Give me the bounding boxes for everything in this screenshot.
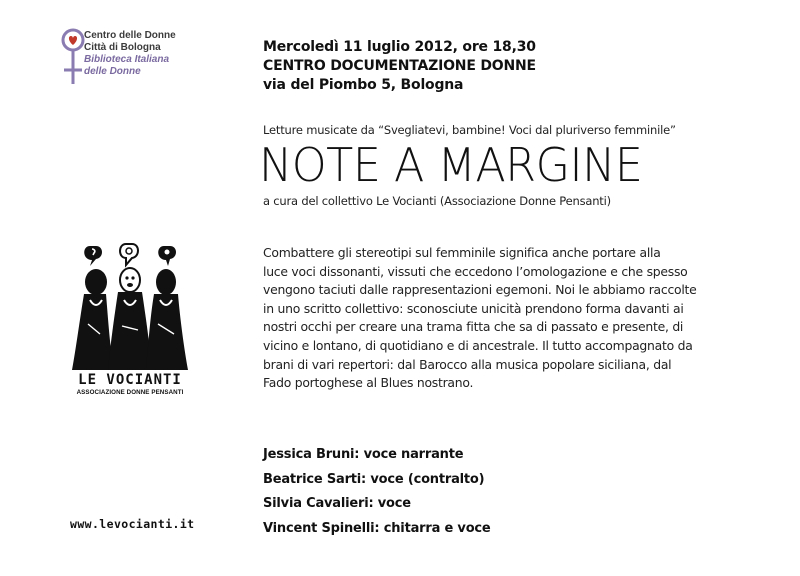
cdd-line-4: delle Donne [84, 66, 141, 77]
centro-donne-text [84, 30, 176, 78]
performer-item: Beatrice Sarti: voce (contralto) [263, 471, 485, 487]
performers-list [263, 443, 491, 541]
description-line: vengono taciuti dalle rappresentazioni egemoni. Noi le abbiamo raccolte [263, 282, 697, 298]
cdd-line-2: Città di Bologna [84, 42, 161, 53]
event-title: NOTE A MARGINE [259, 138, 643, 192]
description-line: in uno scritto collettivo: sconosciute unicità prendono forma davanti ai [263, 300, 684, 316]
venus-heart-icon [60, 26, 86, 88]
description-line: brani di vari repertori: dal Barocco alla musica popolare siciliana, dal [263, 356, 672, 372]
description-line: Fado portoghese al Blues nostrano. [263, 375, 474, 391]
performer-item: Silvia Cavalieri: voce [263, 496, 411, 511]
description-line: vicino e lontano, di quotidiano e di ancestrale. Il tutto accompagnato da [263, 337, 693, 353]
three-women-illustration-icon [70, 238, 190, 372]
event-curator: a cura del collettivo Le Vocianti (Associazione Donne Pensanti) [263, 194, 611, 208]
event-venue: CENTRO DOCUMENTAZIONE DONNE [263, 58, 536, 74]
le-vocianti-name: LE VOCIANTI [78, 372, 182, 388]
website-link[interactable]: www.levocianti.it [70, 517, 195, 531]
description-line: Combattere gli stereotipi sul femminile significa anche portare alla [263, 245, 661, 260]
event-date-time: Mercoledì 11 luglio 2012, ore 18,30 [263, 39, 536, 55]
cdd-line-3: Biblioteca Italiana [84, 54, 170, 65]
event-address: via del Piombo 5, Bologna [263, 77, 464, 93]
cdd-line-1: Centro delle Donne [84, 30, 176, 41]
le-vocianti-subtitle: ASSOCIAZIONE DONNE PENSANTI [76, 389, 184, 396]
performer-item: Vincent Spinelli: chitarra e voce [263, 520, 491, 536]
event-description [263, 244, 773, 393]
le-vocianti-logo [60, 238, 200, 394]
centro-donne-logo [60, 26, 200, 106]
description-line: luce voci dissonanti, vissuti che eccedono l’omologazione e che spesso [263, 263, 688, 279]
event-subtitle: Letture musicate da “Svegliatevi, bambine! Voci dal pluriverso femminile” [263, 123, 676, 137]
event-header [263, 38, 536, 95]
performer-item: Jessica Bruni: voce narrante [263, 447, 464, 462]
description-line: nostri occhi per creare una trama fitta che sa di passato e presente, di [263, 319, 684, 335]
